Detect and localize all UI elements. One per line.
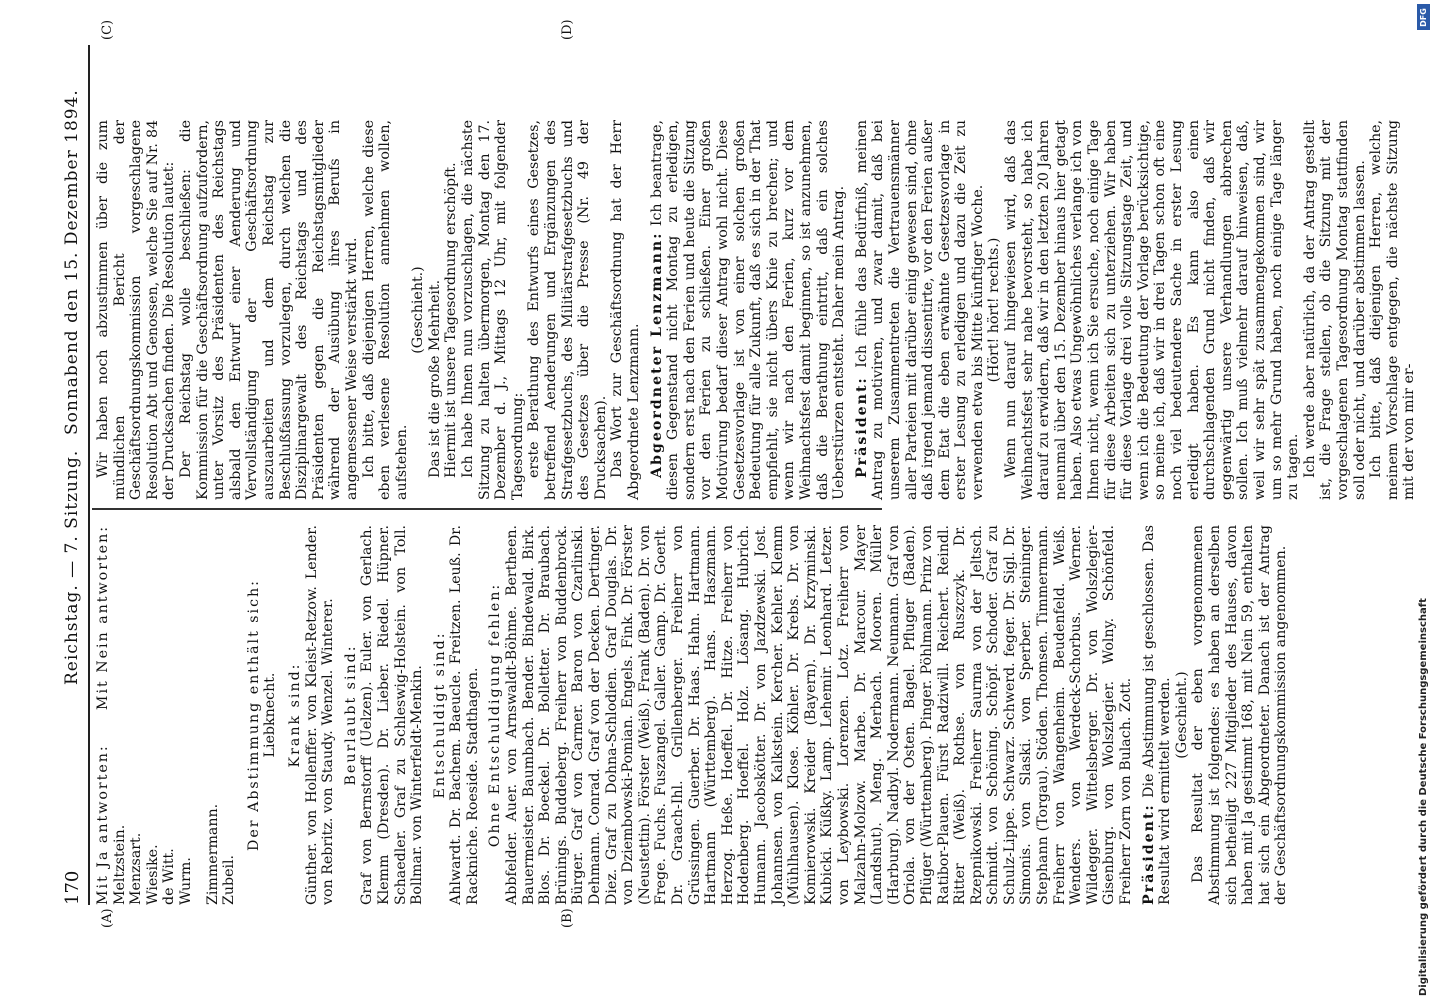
yes-name: Zubeil. — [221, 854, 238, 905]
yes-name: Wiesike. — [144, 844, 161, 905]
page-number: 170 — [62, 870, 83, 905]
right-column — [95, 120, 1418, 500]
margin-mark-c: (C) — [100, 19, 115, 40]
speaker-label: Abgeordneter Lenzmann: — [648, 231, 665, 478]
absent-names: Abbfelder. Auer. von Arnswaldt-Böhme. Bertheen. Bauermeister. Baumbach. Bender. Bindewald. Birk. Blos. Dr. Boeckel. Dr. Bolletter. Dr. Braubach. Brünings. Buddeberg. Freiherr von Buddenbrock. Bürger. Graf von Carmer. Baron von Czarlinski. Dehmann. Conrad. Graf von der Decken. Dertinger. Diez. Graf zu Dohna-Schlodien. Graf Douglas. Dr. von Dziembowski-Pomian. Engels. Fink. Dr. Förster (Neustettin). Förster (Weiß). Frank (Baden). Dr. von Frege. Fuchs. Fuszangel. Galler. Gamp. Dr. Goerlt. Dr. Graach-Ihl. Grillenberger. Freiherr von Grüssingen. Guerber. Dr. Haas. Hahn. Hartmann. Hartmann (Württemberg). Hans. Haszmann. Herzog. Heße. Hoeffel. Dr. Hitze. Freiherr von Hodenberg. Hoeffel. Holz. Lösang. Hubrich. Humann. Jacobskötter. Dr. von Jazdzewski. Jost. Johannsen. von Kalkstein. Kercher. Kehler. Klemm (Mühlhausen). Klose. Köhler. Dr. Krebs. Dr. von Komierowski. Kreider (Bayern). Dr. Krzyminski. Kubicki. Küßky. Lamp. Lehemir. Leonhard. Letzer. von Leybowski. Lorenzen. Lotz. Freiherr von Malzahn-Molzow. Marbe. Dr. Marcour. Mayer (Landshut). Meng. Merbach. Mooren. Müller (Harburg). Nadbyl. Nodermann. Neumann. Graf von Oriola. von der Osten. Bagel. Pfluger (Baden). Pflüger (Württemberg). Pinger. Pöhlmann. Prinz von Ratibor-Plauen. Fürst Radziwill. Reichert. Reindl. Ritter (Weiß). Rothse. von Ruszczyk. Dr. Rzepnikowski. Freiherr Saurma von der Jeltsch. Schmidt. von Schöning. Schöpf. Schoder. Graf zu Schulz-Lippe. Schwarz. Schwerd. feger. Dr. Sigl. Dr. Simonis. von Slaski. von Sperber. Steininger. Stephann (Torgau). Stöden. Thomsen. Timmermann. Freiherr von Wangenheim. Beudenfeld. Weiß. Wenders. von Werdeck-Schorbus. Werner. Wildegger. Wittelsberger. Dr. von Wolszlegier-Gisenburg. von Wolszlegier. Wolny. Schönfeld. Freiherr Zorn von Bulach. Zott. — [504, 525, 1135, 905]
sick-heading: Krank sind: — [286, 662, 303, 768]
paragraph: Ich bitte, daß diejenigen Herren, welche diese eben verlesene Resolution annehmen wollen, aufstehen. — [360, 120, 410, 500]
abstain-heading: Der Abstimmung enthält sich: — [245, 579, 262, 851]
column-divider — [92, 508, 882, 510]
leave-heading: Beurlaubt sind: — [342, 644, 359, 786]
margin-mark-b: (B) — [560, 908, 575, 928]
dfg-logo-text: DFG — [1419, 7, 1429, 27]
margin-mark-a: (A) — [100, 908, 115, 928]
vote-headers — [95, 525, 112, 905]
left-column — [95, 525, 1290, 905]
stage-direction: (Geschieht.) — [1173, 671, 1190, 759]
paragraph: Das ist die große Mehrheit. — [426, 279, 443, 478]
paragraph: Das Wort zur Geschäftsordnung hat der Herr Abgeordnete Lenzmann. — [609, 120, 642, 500]
resolution-text: Der Reichstag wolle beschließen: die Kommission für die Geschäftsordnung aufzufordern, unter Vorsitz des Präsidenten des Reichstags alsbald den Entwurf einer Aenderung und Vervollständigung der Geschäftsordnung auszuarbeiten und dem Reichstag zur Beschlußfassung vorzulegen, durch welchen die Disziplinargewalt des Reichstags und des Präsidenten gegen die Reichstagsmitglieder während der Ausübung ihres Berufs in angemessener Weise verstärkt wird. — [177, 120, 360, 500]
dfg-logo — [1417, 4, 1430, 30]
yes-name: de Witt. — [161, 848, 178, 905]
paragraph: Ich habe Ihnen nun vorzuschlagen, die nächste Sitzung zu halten übermorgen, Montag den 17. Dezember d. J., Mittags 12 Uhr, mit folgender Tagesordnung: — [460, 120, 526, 500]
yes-name: Menzsart. — [128, 832, 145, 905]
no-header: Mit Nein antworten: — [95, 525, 111, 711]
abstain-name: Liebknecht. — [262, 672, 279, 758]
stage-direction: (Hört! hört! rechts.) — [986, 237, 1003, 383]
paragraph: Wir haben noch abzustimmen über die zum mündlichen Bericht der Geschäftsordnungskommission vorgeschlagene Resolution Abt und Genossen, welche Sie auf Nr. 84 der Drucksachen finden. Die Resolution lautet: — [95, 120, 178, 500]
excused-heading: Entschuldigt sind: — [431, 631, 448, 799]
paragraph: Ich bitte, daß diejenigen Herren, welche, meinem Vorschlage entgegen, die nächste Sitzung mit der von mir er- — [1368, 120, 1418, 500]
excused-names: Ahlwardt. Dr. Bachem. Baeucle. Freitzen. Leuß. Dr. Rackniche. Roeside. Stadthagen. — [448, 525, 481, 905]
agenda-item: erste Berathung des Entwurfs eines Gesetzes, betreffend Aenderungen und Ergänzungen des Strafgesetzbuchs, des Militärstrafgesetzbuchs und des Gesetzes über die Presse (Nr. 49 der Drucksachen). — [526, 120, 609, 500]
absent-heading: Ohne Entschuldigung fehlen: — [487, 582, 504, 848]
yes-header: Mit Ja antworten: — [95, 744, 111, 905]
margin-mark-d: (D) — [560, 19, 575, 40]
president-statement — [854, 120, 987, 500]
leave-names: Graf von Bernstorff (Uelzen). Euler. von Gerlach. Klemm (Dresden). Dr. Lieber. Riedel. Hüpner. Schaedler. Graf zu Schleswig-Holstein. von Toll. Bollmar. von Winterfeldt-Menkin. — [359, 525, 426, 905]
statement-text: Die Abstimmung ist geschlossen. Das Resultat wird ermittelt werden. — [1140, 524, 1174, 905]
yes-name: Wurm. — [177, 857, 194, 905]
paragraph: Wenn nun darauf hingewiesen wird, daß das Weihnachtsfest sehr nahe bevorsteht, so habe ich darauf zu erwidern, daß wir in den letzten 20 Jahren neunmal über den 15. Dezember hinaus hier getagt haben. Also etwas Ungewöhnliches verlange ich von Ihnen nicht, wenn ich Sie ersuche, noch einige Tage für diese Arbeiten sich zu unterziehen. Wir haben für diese Vorlage drei volle Sitzungstage Zeit, und wenn ich die Bedeutung der Vorlage berücksichtige, so meine ich, daß wir in drei Tagen schon oft eine noch viel bedeutendere Sache in erster Lesung erledigt haben. Es kann also einen durchschlagenden Grund nicht finden, daß wir gegenwärtig unsere Verhandlungen abbrechen sollen. Ich muß vielmehr darauf hinweisen, daß, weil wir sehr spät zusammengekommen sind, wir um so mehr Grund haben, noch einige Tage länger zu tagen. — [1003, 120, 1302, 500]
stage-direction: (Geschieht.) — [410, 266, 427, 354]
sick-names: Günther. von Hollenffer. von Kleist-Retzow. Lender. von Rebritz. von Staudy. Wenzel. Winterer. — [303, 525, 337, 905]
president-statement — [1141, 525, 1174, 905]
session-title: Reichstag. — 7. Sitzung. — [62, 449, 82, 685]
vote-result: Das Resultat der eben vorgenommenen Abstimmung ist folgendes: es haben an derselben sich betheiligt 227 Mitglieder des Hauses, davon haben mit Ja gestimmt 168, mit Nein 59, enthalten hat sich ein Abgeordneter. Danach ist der Antrag der Geschäftsordnungskommission angenommen. — [1190, 525, 1290, 905]
lenzmann-statement — [649, 120, 848, 500]
session-date: Sonnabend den 15. Dezember 1894. — [62, 89, 82, 435]
paragraph: Ich werde aber natürlich, da der Antrag gestellt ist, die Frage stellen, ob die Sitzung mit der vorgeschlagenen Tagesordnung Montag stattfinden soll oder nicht, und darüber abstimmen lassen. — [1301, 120, 1368, 500]
dfg-credit-text: Digitalisierung gefördert durch die Deutsche Forschungsgemeinschaft — [1418, 598, 1429, 996]
speaker-label: Präsident: — [1140, 803, 1157, 905]
statement-text: Ich fühle das Bedürfniß, meinen Antrag zu motiviren, und zwar damit, daß bei unserem Zusammentreten die Vertrauensmänner aller Parteien mit darüber einig gewesen sind, ohne daß irgend jemand dissentirte, vor den Ferien außer dem Etat die eben erwähnte Gesetzesvorlage in erster Lesung zu erledigen und dazu die Zeit zu verwenden etwa bis Mitte künftiger Woche. — [853, 120, 986, 500]
statement-text: Ich beantrage, diesen Gegenstand nicht Montag zu erledigen, sondern erst nach den Ferien und heute die Sitzung vor den Ferien zu schließen. Einer großen Motivirung bedarf dieser Antrag wohl nicht. Diese Gesetzesvorlage ist von einer solchen großen Bedeutung für alle Zukunft, daß es sich in der That empfiehlt, sie nicht übers Knie zu brechen; und wenn wir nach den Ferien, kurz vor dem Weihnachtsfest damit beginnen, so ist anzunehmen, daß die Berathung eintritt, daß ein solches Ueberstürzen entsteht. Daher mein Antrag. — [648, 120, 848, 500]
speaker-label: Präsident: — [853, 376, 870, 478]
yes-name: Zimmermann. — [204, 803, 221, 905]
page-header — [62, 45, 86, 905]
paragraph: Hiermit ist unsere Tagesordnung erschöpft. — [443, 162, 460, 478]
header-rule — [88, 45, 90, 905]
yes-name: Meltzstein. — [111, 824, 128, 905]
